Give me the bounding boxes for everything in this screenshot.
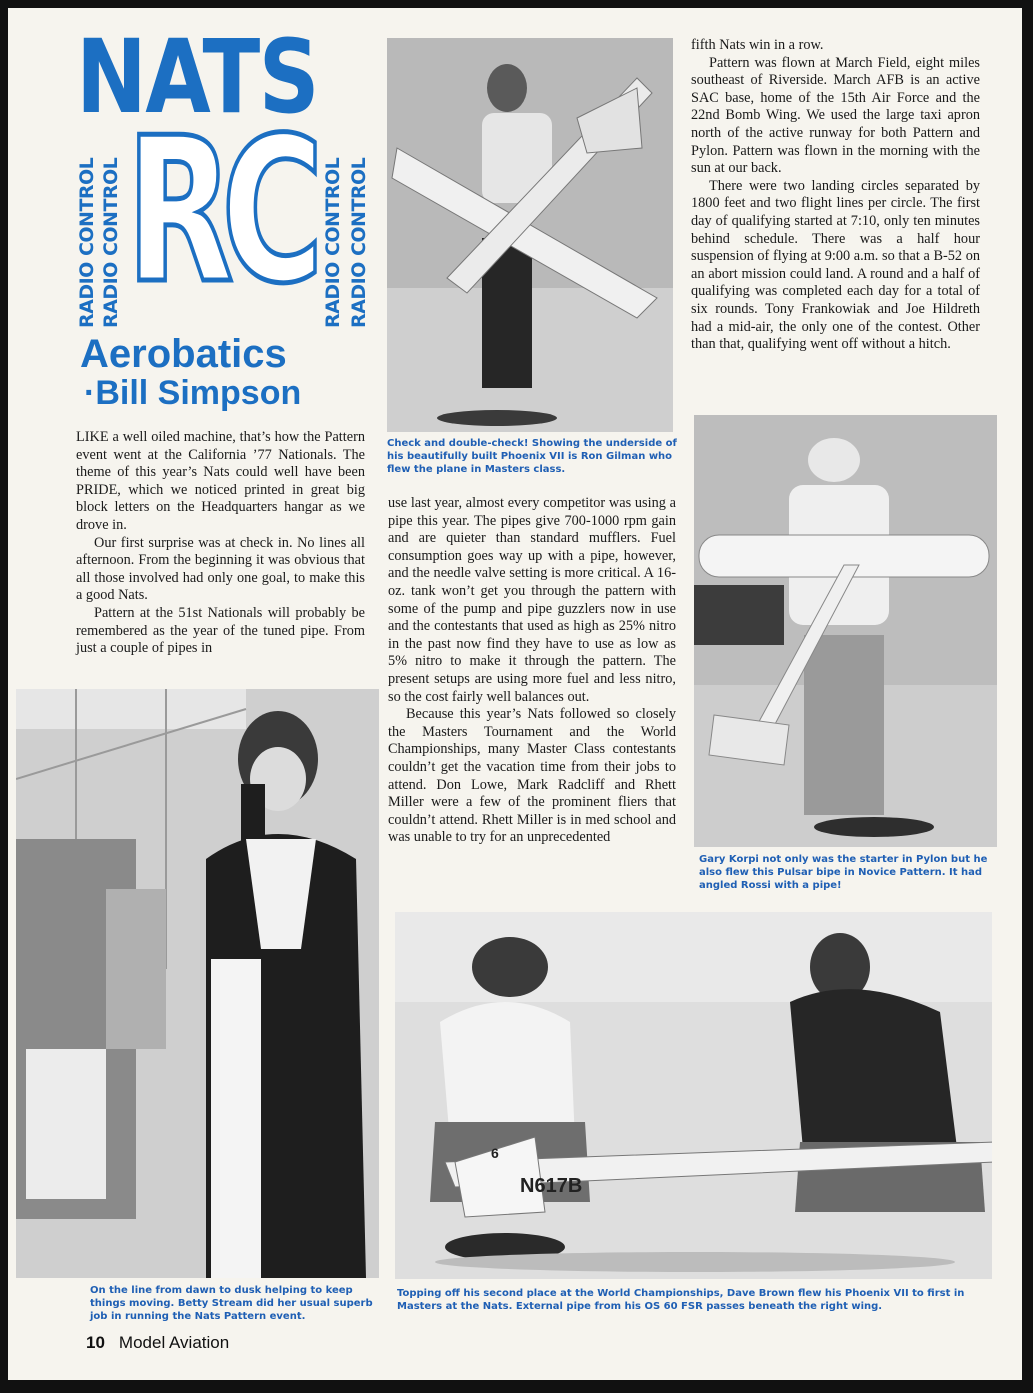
radio-control-vertical: RADIO CONTROL xyxy=(322,157,344,328)
photo-gary-korpi xyxy=(694,415,997,847)
subtitle: Aerobatics xyxy=(80,332,287,376)
photo-dave-brown xyxy=(395,912,992,1279)
radio-control-vertical: RADIO CONTROL xyxy=(348,157,370,328)
paragraph: Our first surprise was at check in. No lines all afternoon. From the beginning it was obvious that all those involved had only one goal, to make this a good Nats. xyxy=(76,534,365,604)
photo-ron-gilman-image xyxy=(387,38,673,432)
paragraph: use last year, almost every competitor was using a pipe this year. The pipes give 700-1000 rpm gain and are quieter than standard mufflers. Fuel consumption goes way up with a pipe, however, and the needle valve setting is more critical. A 16-oz. tank won’t get you through the pattern with some of the pump and pipe guzzlers now in use and the contestants that used as high as 25% nitro in the past now find they have to use as low as 5% nitro to make it through the pattern. The present setups are using more fuel and less nitro, so the cost fairly well balances out. xyxy=(388,495,676,705)
paragraph: fifth Nats win in a row. xyxy=(691,37,824,53)
caption-gary-korpi: Gary Korpi not only was the starter in Pylon but he also flew this Pulsar bipe in Novice Pattern. It had angled Rossi with a pipe! xyxy=(699,854,988,891)
title-rc: RC xyxy=(126,95,312,328)
magazine-name: Model Aviation xyxy=(118,1333,230,1352)
paragraph: Pattern was flown at March Field, eight miles southeast of Riverside. March AFB is an active SAC base, home of the 15th Air Force and the 22nd Bomb Wing. We used the large taxi apron north of the active runway for both Pattern and Pylon. Pattern was flown in the morning with the sun at our back. xyxy=(691,54,980,177)
caption-betty-stream: On the line from dawn to dusk helping to keep things moving. Betty Stream did her usual superb job in running the Nats Pattern event. xyxy=(90,1285,373,1322)
magazine-page xyxy=(8,8,1022,1380)
paragraph: Because this year’s Nats followed so closely the Masters Tournament and the World Championships, many Master Class contestants couldn’t get the vacation time from their jobs to attend. Don Lowe, Mark Radcliff and Rhett Miller were a few of the prominent fliers that couldn’t attend. Rhett Miller is in med school and was unable to try for an unprecedented xyxy=(388,706,676,846)
caption-ron-gilman: Check and double-check! Showing the underside of his beautifully built Phoenix VII is Ron Gilman who flew the plane in Masters class. xyxy=(387,438,677,475)
title-nats: NATS xyxy=(76,18,318,137)
article-column-1 xyxy=(76,429,365,658)
page-number: 10 xyxy=(86,1333,105,1352)
photo-gary-korpi-image xyxy=(694,415,997,847)
caption-dave-brown: Topping off his second place at the World Championships, Dave Brown flew his Phoenix VII to first in Masters at the Nats. External pipe from his OS 60 FSR passes beneath the right wing. xyxy=(397,1288,965,1312)
article-column-2 xyxy=(388,495,676,847)
photo-betty-stream-image xyxy=(16,689,379,1278)
photo-betty-stream xyxy=(16,689,379,1278)
radio-control-vertical: RADIO CONTROL xyxy=(76,157,98,328)
photo-ron-gilman xyxy=(387,38,673,432)
title-block xyxy=(74,18,374,412)
paragraph: There were two landing circles separated by 1800 feet and two flight lines per circle. The first day of qualifying started at 7:10, only ten minutes behind schedule. There was a half hour suspension of flying at 9:00 a.m. so that a B-52 on an abort mission could land. A round and a half of qualifying was completed each day for a total of six rounds. Tony Frankowiak and Joe Hildreth had a mid-air, the only one of the contest. Other than that, qualifying went off without a hitch. xyxy=(691,177,980,353)
paragraph: Pattern at the 51st Nationals will probably be remembered as the year of the tuned pipe. From just a couple of pipes in xyxy=(76,604,365,657)
article-column-3 xyxy=(691,37,980,354)
page-footer xyxy=(86,1333,229,1353)
plane-number: 6 xyxy=(491,1145,499,1161)
radio-control-vertical: RADIO CONTROL xyxy=(100,157,122,328)
photo-dave-brown-image xyxy=(395,912,992,1279)
plane-registration: N617B xyxy=(520,1175,583,1197)
paragraph: LIKE a well oiled machine, that’s how the Pattern event went at the California ’77 Nationals. The theme of this year’s Nats could well have been PRIDE, which we noticed printed in great big block letters on the Headquarters hangar as we drove in. xyxy=(76,429,365,533)
byline: ·Bill Simpson xyxy=(84,374,302,412)
